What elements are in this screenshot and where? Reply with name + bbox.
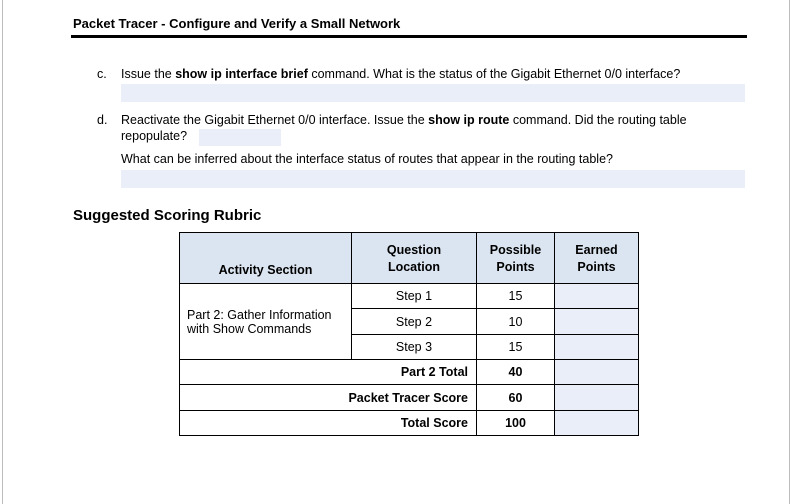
packet-tracer-score-points: 60 [477, 385, 555, 411]
item-d-followup: What can be inferred about the interface status of routes that appear in the routing table? [121, 152, 613, 166]
item-d-question-line2: repopulate? [121, 129, 188, 143]
answer-field-d-inline[interactable] [199, 129, 281, 146]
header-question-location-line2: Location [387, 259, 441, 274]
header-earned-points-line2: Points [577, 259, 616, 274]
earned-field-part2-total[interactable] [555, 360, 639, 385]
earned-field-step2[interactable] [555, 309, 639, 335]
location-step3: Step 3 [352, 335, 477, 360]
table-row [180, 411, 639, 436]
item-c-marker: c. [97, 67, 107, 81]
header-possible-points-line2: Points [496, 259, 535, 274]
packet-tracer-score-label: Packet Tracer Score [180, 385, 477, 411]
total-score-points: 100 [477, 411, 555, 436]
earned-field-total-score[interactable] [555, 411, 639, 436]
header-possible-points-line1: Possible [489, 242, 542, 257]
section-part2-line1: Part 2: Gather Information [187, 307, 332, 322]
table-row [180, 385, 639, 411]
rubric-header-row [180, 233, 639, 284]
points-step2: 10 [477, 309, 555, 335]
header-earned-points-line1: Earned [575, 242, 618, 257]
item-c-text-post: command. What is the status of the Gigabit Ethernet 0/0 interface? [307, 67, 681, 81]
points-step3: 15 [477, 335, 555, 360]
table-row [180, 284, 639, 309]
answer-field-d[interactable] [121, 170, 745, 188]
page-header-title: Packet Tracer - Configure and Verify a Small Network [73, 16, 401, 31]
item-c-question [121, 66, 680, 82]
rubric-title: Suggested Scoring Rubric [73, 207, 262, 224]
item-d-command: show ip route [428, 113, 510, 127]
page-left-edge [2, 0, 3, 504]
item-d-text-pre: Reactivate the Gigabit Ethernet 0/0 interface. Issue the [121, 113, 429, 127]
header-rule [71, 35, 747, 38]
total-score-label: Total Score [180, 411, 477, 436]
answer-field-c[interactable] [121, 84, 745, 102]
item-c-text-pre: Issue the [121, 67, 176, 81]
header-possible-points [477, 233, 555, 284]
section-part2-cell [180, 284, 352, 360]
location-step2: Step 2 [352, 309, 477, 335]
points-step1: 15 [477, 284, 555, 309]
header-earned-points [555, 233, 639, 284]
part2-total-points: 40 [477, 360, 555, 385]
item-d-text-post: command. Did the routing table [509, 113, 687, 127]
header-question-location [352, 233, 477, 284]
item-d-question [121, 112, 751, 128]
table-row [180, 360, 639, 385]
scoring-rubric-table [179, 232, 639, 436]
item-d-marker: d. [97, 113, 108, 127]
location-step1: Step 1 [352, 284, 477, 309]
page-right-edge [789, 0, 790, 504]
item-c-command: show ip interface brief [175, 67, 308, 81]
earned-field-step3[interactable] [555, 335, 639, 360]
part2-total-label: Part 2 Total [180, 360, 477, 385]
header-question-location-line1: Question [386, 242, 442, 257]
earned-field-packet-tracer-score[interactable] [555, 385, 639, 411]
header-activity-section: Activity Section [180, 233, 352, 284]
section-part2-line2: with Show Commands [187, 321, 312, 336]
earned-field-step1[interactable] [555, 284, 639, 309]
